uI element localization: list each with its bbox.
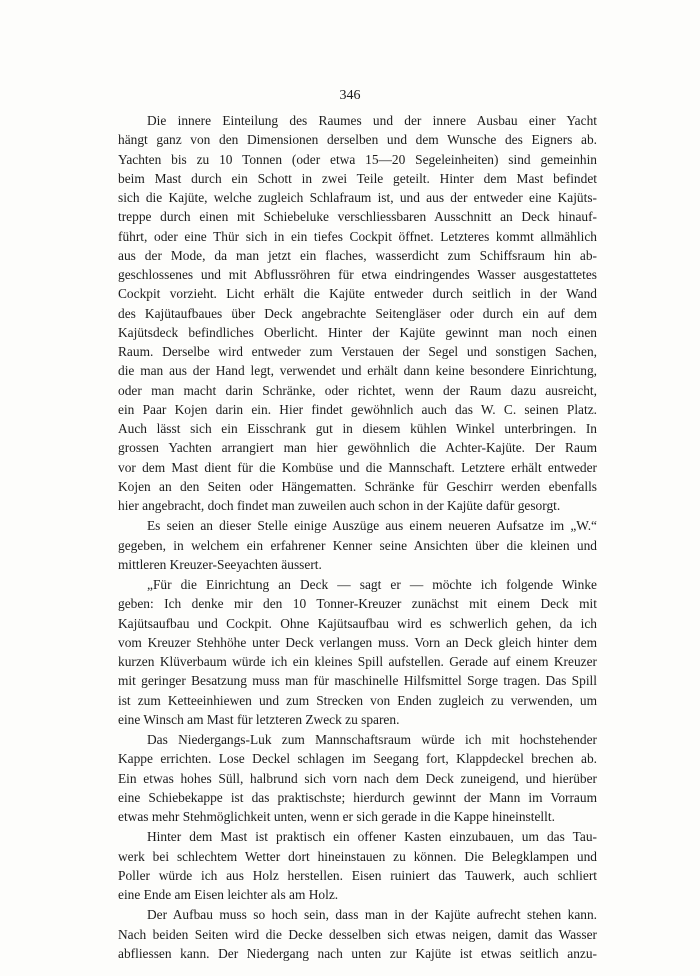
paragraph [118,516,597,574]
text-line: die man aus der Hand legt, verwendet und erhält dann keine besondere Einrichtung, [118,363,597,379]
text-line: ist zum Ketteeinhiewen und zum Strecken von Enden zugleich zu verwenden, um [118,692,597,708]
text-line: Das Niedergangs-Luk zum Mannschaftsraum würde ich mit hochstehender [147,732,597,747]
text-line: gegeben, in welchem ein erfahrener Kenner seine Ansichten über die kleinen und [118,537,597,553]
text-line: sich die Kajüte, welche zugleich Schlafraum ist, und aus der entweder eine Kajüts- [118,190,597,205]
text-line: beim Mast durch ein Schott in zwei Teile geteilt. Hinter dem Mast befindet [118,170,597,186]
text-line: Kappe errichten. Lose Deckel schlagen im Seegang fort, Klappdeckel brechen ab. [118,751,597,767]
text-line: ein Paar Kojen darin ein. Hier findet gewöhnlich auch das W. C. seinen Platz. [118,401,597,417]
text-line: oder man macht darin Schränke, oder richtet, wenn der Raum dazu ausreicht, [118,382,597,398]
text-line: eine Winsch am Mast für letzteren Zweck zu sparen. [118,711,400,727]
text-line: treppe durch einen mit Schiebeluke verschliessbaren Ausschnitt an Deck hinauf- [118,209,597,225]
text-line: Es seien an dieser Stelle einige Auszüge aus einem neueren Aufsatze im „W.“ [147,518,597,534]
paragraph [118,730,597,826]
text-line: Kajütsdeck befindliches Oberlicht. Hinter der Kajüte gewinnt man noch einen [118,324,597,340]
text-line: eine Ende am Eisen leichter als am Holz. [118,887,339,902]
text-line: vom Kreuzer Stehhöhe unter Deck verlangen muss. Vorn an Deck gleich hinter dem [118,634,597,650]
paragraph [118,827,597,904]
text-line: Kajütsaufbau und Cockpit. Ohne Kajütsaufbau wird es schwerlich gehen, da ich [118,615,597,631]
text-line: hier angebracht, doch findet man zuweilen auch schon in der Kajüte dafür gesorgt. [118,498,561,513]
text-line: „Für die Einrichtung an Deck — sagt er — möchte ich folgende Winke [147,577,597,592]
paragraph [118,111,597,515]
text-line: Hinter dem Mast ist praktisch ein offener Kasten einzubauen, um das Tau- [147,829,597,845]
text-line: hängt ganz von den Dimensionen derselben und dem Wunsche des Eigners ab. [118,132,597,148]
text-line: mit geringer Besatzung muss man für maschinelle Hilfsmittel Sorge tragen. Das Spill [118,673,597,689]
text-line: Raum. Derselbe wird entweder zum Verstauen der Segel und sonstigen Sachen, [118,344,597,359]
text-line: Kojen an den Seiten oder Hängematten. Schränke für Geschirr werden ebenfalls [118,478,597,494]
text-line: Auch lässt sich ein Eisschrank gut in diesem kühlen Winkel unterbringen. In [118,421,597,436]
paragraph [118,905,597,963]
text-line: Der Aufbau muss so hoch sein, dass man in der Kajüte aufrecht stehen kann. [147,907,597,923]
text-line: Poller würde ich aus Holz herstellen. Eisen ruiniert das Tauwerk, auch schliert [118,867,597,883]
text-line: eine Schiebekappe ist das praktischste; hierdurch gewinnt der Mann im Vorraum [118,789,597,805]
text-line: vor dem Mast dient für die Kombüse und die Mannschaft. Letztere erhält entweder [118,459,597,475]
text-line: aus der Mode, da man jetzt ein flaches, wasserdicht zum Schiffsraum hin ab- [118,247,597,263]
text-line: werk bei schlechtem Wetter dort hineinstauen zu können. Die Belegklampen und [118,848,597,864]
text-line: Nach beiden Seiten wird die Decke desselben sich etwas neigen, damit das Wasser [118,926,597,942]
text-line: Yachten bis zu 10 Tonnen (oder etwa 15—20 Segeleinheiten) sind gemeinhin [118,151,597,167]
text-line: abfliessen kann. Der Niedergang nach unten zur Kajüte ist etwas seitlich anzu- [118,945,597,961]
page-number: 346 [339,88,361,103]
body-text [118,111,597,963]
text-line: Die innere Einteilung des Raumes und der innere Ausbau einer Yacht [147,113,597,128]
text-line: Ein etwas hohes Süll, halbrund sich vorn nach dem Deck zuneigend, und hierüber [118,770,597,786]
text-line: Cockpit vorzieht. Licht erhält die Kajüte entweder durch seitlich in der Wand [118,286,597,302]
text-line: führt, oder eine Thür sich in ein tiefes Cockpit öffnet. Letzteres kommt allmählich [118,228,597,244]
text-line: grossen Yachten arrangiert man hier gewöhnlich die Achter-Kajüte. Der Raum [118,440,597,456]
text-line: des Kajütaufbaues über Deck angebrachte Seitengläser oder durch ein auf dem [118,305,597,321]
text-line: geben: Ich denke mir den 10 Tonner-Kreuzer zunächst mit einem Deck mit [118,596,597,612]
text-line: etwas mehr Stehmöglichkeit unten, wenn er sich gerade in die Kappe hineinstellt. [118,809,555,824]
text-line: geschlossenes und mit Abflussröhren für etwa eindringendes Wasser ausgestattetes [118,267,597,282]
text-line: mittleren Kreuzer-Seeyachten äussert. [118,556,322,572]
text-line: kurzen Klüverbaum würde ich ein kleines Spill aufstellen. Gerade auf einem Kreuzer [118,654,597,669]
paragraph [118,575,597,729]
